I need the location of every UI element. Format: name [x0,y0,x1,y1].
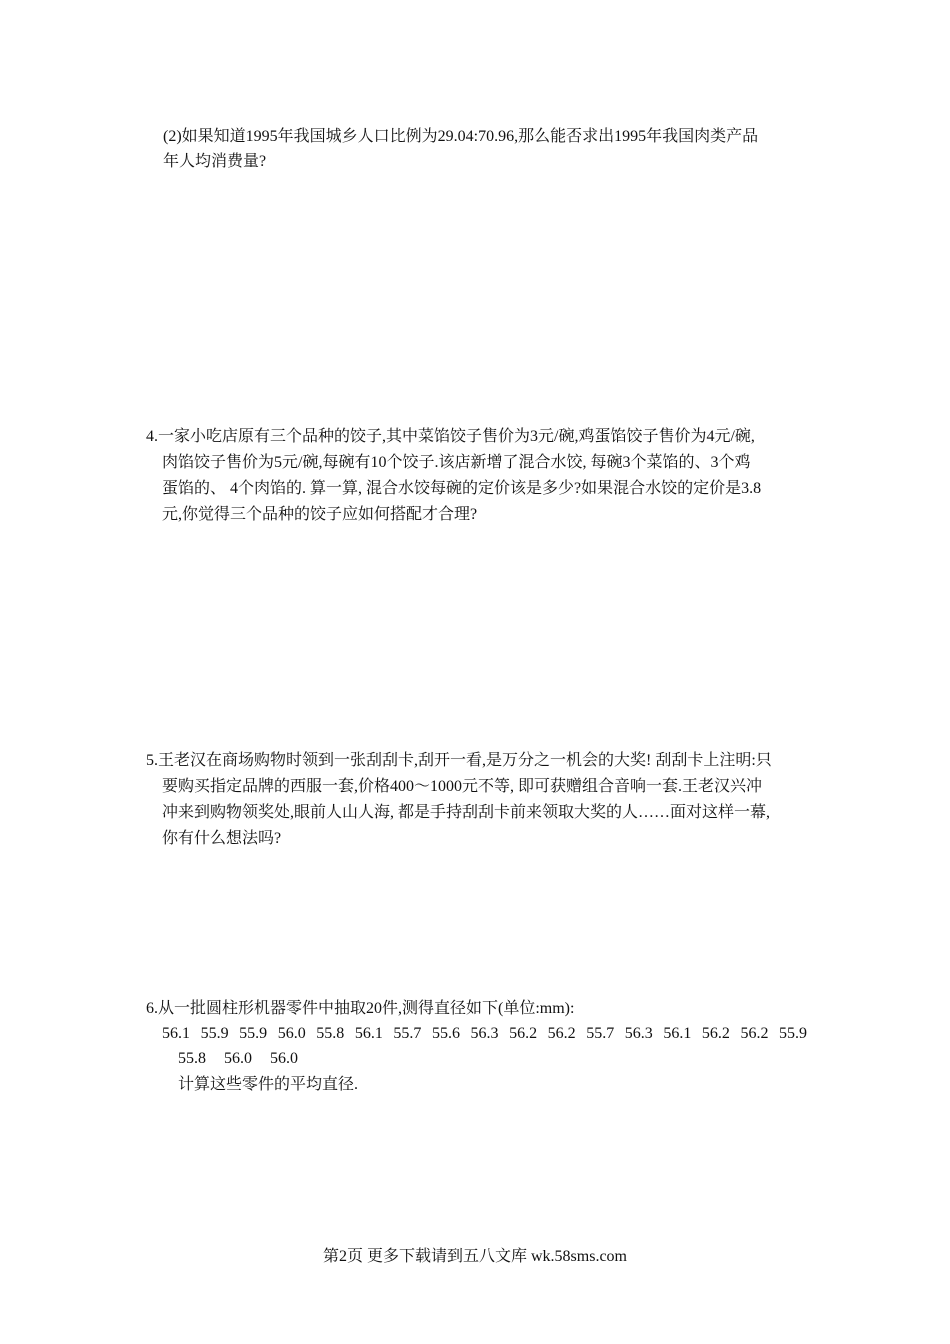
diameter-value: 56.0 [270,1050,298,1067]
diameter-value: 56.3 [470,1025,499,1042]
diameter-value: 56.2 [547,1025,576,1042]
diameter-value: 56.1 [162,1025,190,1042]
question-5-line-4: 你有什么想法吗? [162,830,282,847]
diameter-value: 55.9 [239,1025,268,1042]
diameter-value: 55.9 [779,1025,807,1042]
diameter-value: 56.1 [663,1025,692,1042]
question-4-line-4: 元,你觉得三个品种的饺子应如何搭配才合理? [162,506,478,523]
question-5-line-2: 要购买指定品牌的西服一套,价格400～1000元不等, 即可获赠组合音响一套.王老汉兴冲 [162,778,763,795]
page-footer: 第2页 更多下载请到五八文库 wk.58sms.com [322,1248,627,1265]
question-4-line-2: 肉馅饺子售价为5元/碗,每碗有10个饺子.该店新增了混合水饺, 每碗3个菜馅的、3个鸡 [162,454,751,471]
question-4-line-1: 4.一家小吃店原有三个品种的饺子,其中菜馅饺子售价为3元/碗,鸡蛋馅饺子售价为4元/碗, [146,428,755,445]
diameter-data-row-2 [178,1049,298,1071]
diameter-value: 55.7 [393,1025,422,1042]
diameter-value: 55.7 [586,1025,615,1042]
diameter-value: 56.0 [277,1025,306,1042]
question-4-line-3: 蛋馅的、 4个肉馅的. 算一算, 混合水饺每碗的定价该是多少?如果混合水饺的定价是3.8 [162,480,762,497]
diameter-value: 55.8 [316,1025,345,1042]
diameter-data-row-1 [162,1024,807,1046]
diameter-value: 56.2 [509,1025,538,1042]
diameter-value: 55.6 [431,1025,460,1042]
question-5-line-3: 冲来到购物领奖处,眼前人山人海, 都是手持刮刮卡前来领取大奖的人……面对这样一幕, [162,804,771,821]
diameter-value: 56.2 [740,1025,769,1042]
diameter-value: 56.2 [701,1025,730,1042]
diameter-value: 56.1 [354,1025,383,1042]
question-6-instruction: 计算这些零件的平均直径. [178,1076,359,1093]
diameter-value: 55.9 [200,1025,229,1042]
question-3-part-2-line-2: 年人均消费量? [163,153,267,170]
question-5-line-1: 5.王老汉在商场购物时领到一张刮刮卡,刮开一看,是万分之一机会的大奖! 刮刮卡上注明:只 [146,752,772,769]
diameter-value: 56.3 [624,1025,653,1042]
question-3-part-2-line-1: (2)如果知道1995年我国城乡人口比例为29.04:70.96,那么能否求出1995年我国肉类产品 [163,128,759,145]
diameter-value: 55.8 [178,1050,206,1067]
diameter-value: 56.0 [224,1050,252,1067]
question-6-line-1: 6.从一批圆柱形机器零件中抽取20件,测得直径如下(单位:mm): [146,1000,575,1017]
